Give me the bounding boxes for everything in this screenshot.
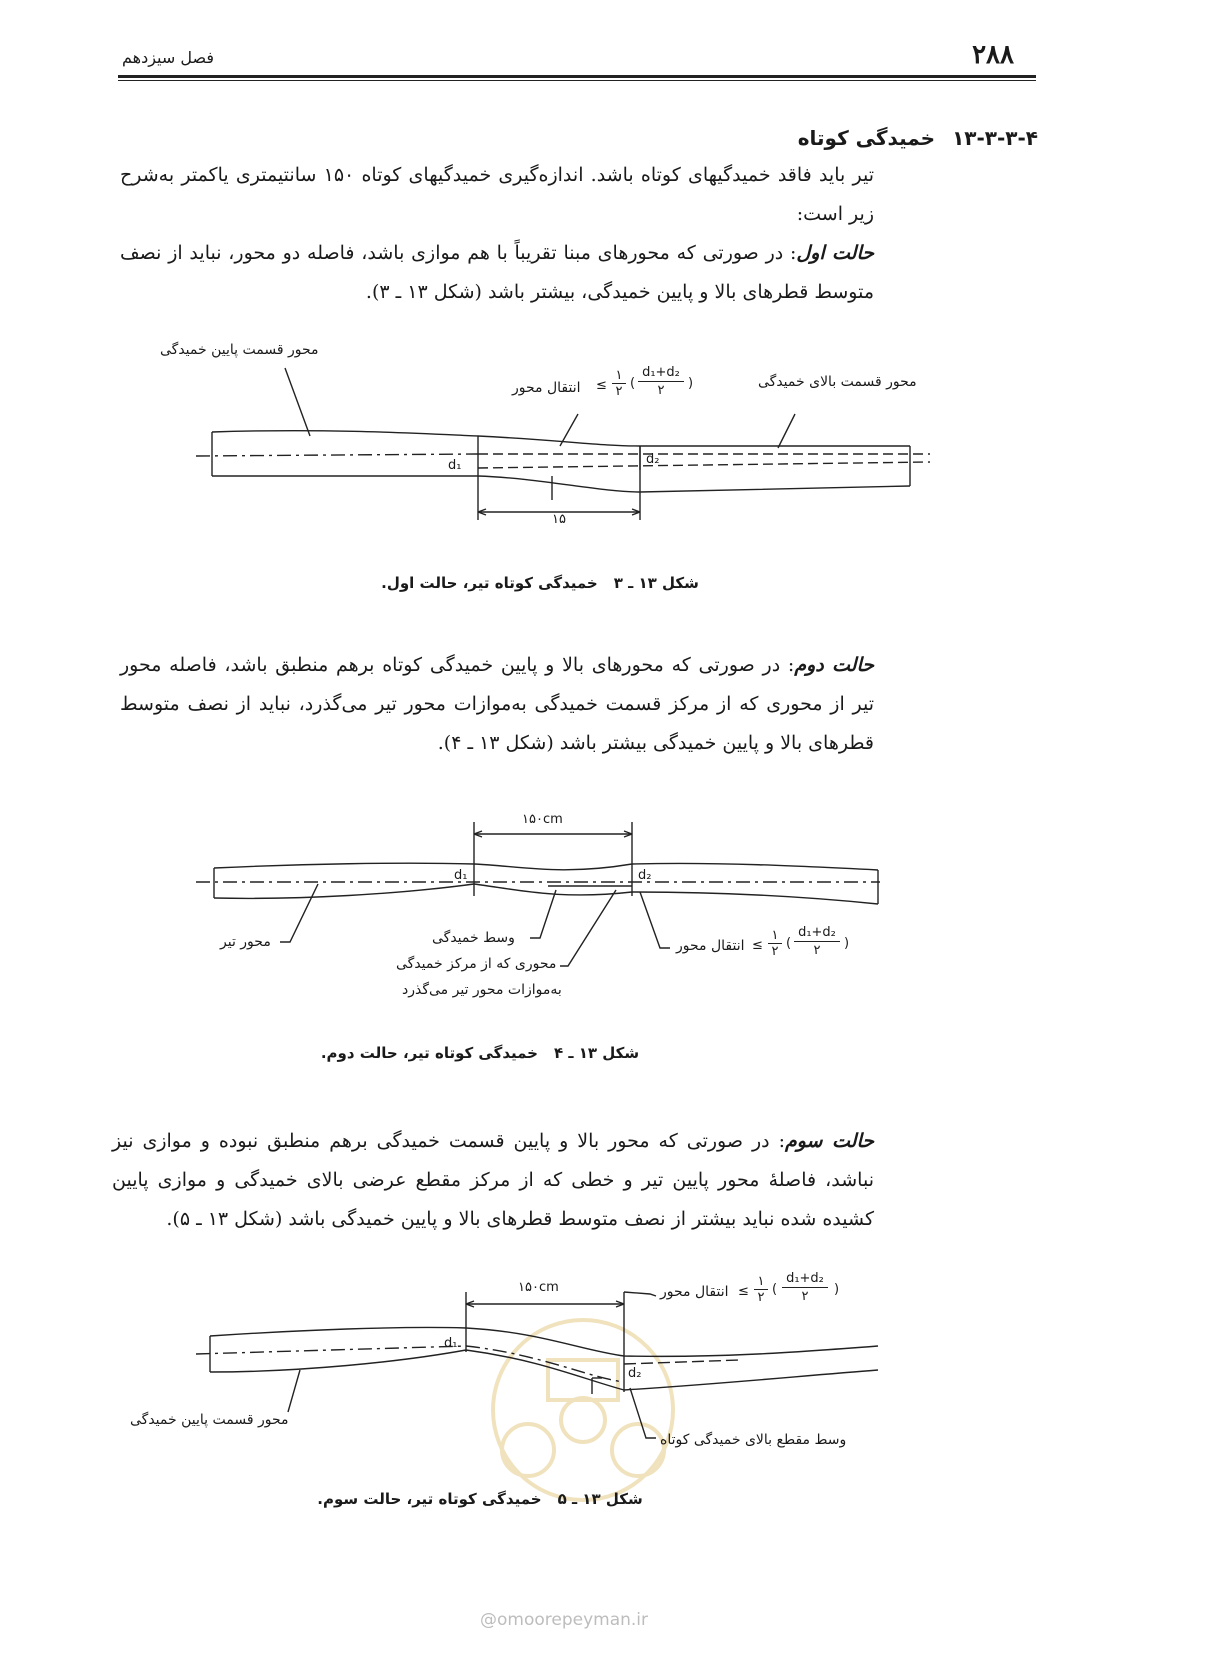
fig5-d2: d₂ [628, 1366, 642, 1381]
fig3-d2: d₂ [646, 452, 660, 467]
header-rule [118, 75, 1036, 78]
fig3-label-shift: انتقال محور [512, 380, 581, 396]
chapter-title: فصل سیزدهم [122, 48, 214, 67]
figure-5-caption: شکل ۱۳ ـ ۵خمیدگی کوتاه تیر، حالت سوم. [317, 1490, 643, 1508]
case3-text: : در صورتی که محور بالا و پایین قسمت خمیدگی برهم منطبق نبوده و موازی نیز نباشد، فاصلهٔ محور پایین تیر و خطی که از مرکز مقطع عرضی بالای خمیدگی و موازی پایین کشیده شده نباید بیشتر از نصف متوسط قطرهای بالا و پایین خمیدگی باشد (شکل ۱۳ ـ ۵). [112, 1130, 874, 1230]
fig3-frac-half: ۱ ۲ [612, 368, 626, 399]
fig5-d1: d₁ [444, 1336, 458, 1351]
fig3-dim: ۱۵ [552, 512, 566, 527]
fig3-leq: ≤ [596, 378, 607, 393]
fig3-d1: d₁ [448, 458, 462, 473]
intro-paragraph: تیر باید فاقد خمیدگیهای کوتاه باشد. اندازه‌گیری خمیدگیهای کوتاه ۱۵۰ سانتیمتری یاکمتر به‌شرح زیر است: [120, 164, 874, 225]
fig5-dim: ۱۵۰cm [518, 1280, 559, 1295]
case2-text: : در صورتی که محورهای بالا و پایین خمیدگی کوتاه برهم منطبق باشد، فاصله محور تیر از محوری که از مرکز قسمت خمیدگی به‌موازات محور تیر می‌گذرد، نباید از نصف متوسط قطرهای بالا و پایین خمیدگی بیشتر باشد (شکل ۱۳ ـ ۴). [120, 654, 874, 754]
case1-label: حالت اول [796, 242, 874, 264]
fig3-frac-d: d₁+d₂ ۲ [638, 364, 684, 399]
figure-3-caption: شکل ۱۳ ـ ۳خمیدگی کوتاه تیر، حالت اول. [381, 574, 699, 592]
header-rule-thin [118, 80, 1036, 81]
fig4-label-center-axis-2: به‌موازات محور تیر می‌گذرد [402, 982, 562, 998]
fig3-label-lower-axis: محور قسمت پایین خمیدگی [160, 342, 319, 358]
fig5-label-mid-upper: وسط مقطع بالای خمیدگی کوتاه [660, 1432, 847, 1448]
fig4-label-center-axis-1: محوری که از مرکز خمیدگی [396, 956, 557, 972]
case3-paragraph [112, 1122, 874, 1239]
fig4-dim: ۱۵۰cm [522, 812, 563, 827]
document-page: ۲۸۸ فصل سیزدهم ۱۳-۳-۳-۴ خمیدگی کوتاه تیر باید فاقد خمیدگیهای کوتاه باشد. اندازه‌گیری خمیدگیهای کوتاه ۱۵۰ سانتیمتری یاکمتر به‌شرح زیر است: حالت اول: در صورتی که محورهای مبنا تقریباً با هم موازی باشد، فاصله دو محور، نباید از نصف متوسط قطرهای بالا و پایین خمیدگی، بیشتر باشد (شکل ۱۳ ـ ۳). محور قسمت پایین خمیدگی محور قسمت بالای خمیدگی انتقال محور ≤ ۱ ۲ ( d₁+d₂ ۲ ) d₁ d₂ ۱۵ شکل ۱۳ ـ ۳خمیدگی کوتاه تیر، حالت اول. حالت دوم: در صورتی که محورهای بالا و پایین خمیدگی کوتاه برهم منطبق باشد، فاصله محور تیر از محوری که از مرکز قسمت خمیدگی به‌موازات محور تیر می‌گذرد، نباید از نصف متوسط قطرهای بالا و پایین خمیدگی بیشتر باشد (شکل ۱۳ ـ ۴). ۱۵۰cm d₁ d₂ محور تیر وسط خمیدگی محوری که از مرکز خمیدگی به‌موازات محور تیر می‌گذرد انتقال محور ≤ ۱ ۲ ( d₁+d₂ ۲ ) شکل ۱۳ ـ ۴خمیدگی کوتاه تیر، حالت دوم. حالت سوم: در صورتی که محور بالا و پایین قسمت خمیدگی برهم منطبق نبوده و موازی نیز نباشد، فاصلهٔ محور پایین تیر و خطی که از مرکز مقطع عرضی بالای خمیدگی و موازی پایین کشیده شده نباید بیشتر از نصف متوسط قطرهای بالا و پایین خمیدگی باشد (شکل ۱۳ ـ ۵). ۱۵۰cm d₁ d₂ انتقال محور ≤ ۱ ۲ ( d₁+d₂ ۲ ) محور قسمت پایین خمیدگی وسط مقطع بالای خمیدگی کوتاه شکل ۱۳ ـ ۵خمیدگی کوتاه تیر، حالت سوم. @omoorepeyman.ir [0, 0, 1228, 1668]
fig3-label-upper-axis: محور قسمت بالای خمیدگی [758, 374, 917, 390]
section-title: خمیدگی کوتاه [797, 126, 936, 150]
figure-4-caption: شکل ۱۳ ـ ۴خمیدگی کوتاه تیر، حالت دوم. [320, 1044, 640, 1062]
fig4-label-shift: انتقال محور [676, 938, 745, 954]
site-watermark: @omoorepeyman.ir [480, 1610, 649, 1630]
fig4-label-beam-axis: محور تیر [220, 934, 271, 950]
seal-watermark [468, 1300, 698, 1520]
fig4-d1: d₁ [454, 868, 468, 883]
fig5-label-lower-axis: محور قسمت پایین خمیدگی [130, 1412, 289, 1428]
fig4-label-mid: وسط خمیدگی [432, 930, 515, 946]
section-number: ۱۳-۳-۳-۴ [952, 126, 1038, 150]
fig5-label-shift: انتقال محور [660, 1284, 729, 1300]
case2-label: حالت دوم [794, 654, 875, 676]
case1-paragraph [120, 234, 874, 312]
section-heading [798, 126, 1038, 150]
page-number: ۲۸۸ [972, 40, 1014, 70]
fig4-d2: d₂ [638, 868, 652, 883]
case3-label: حالت سوم [784, 1130, 874, 1152]
case1-text: : در صورتی که محورهای مبنا تقریباً با هم موازی باشد، فاصله دو محور، نباید از نصف متوسط قطرهای بالا و پایین خمیدگی، بیشتر باشد (شکل ۱۳ ـ ۳). [120, 242, 874, 303]
case2-paragraph [120, 646, 874, 763]
